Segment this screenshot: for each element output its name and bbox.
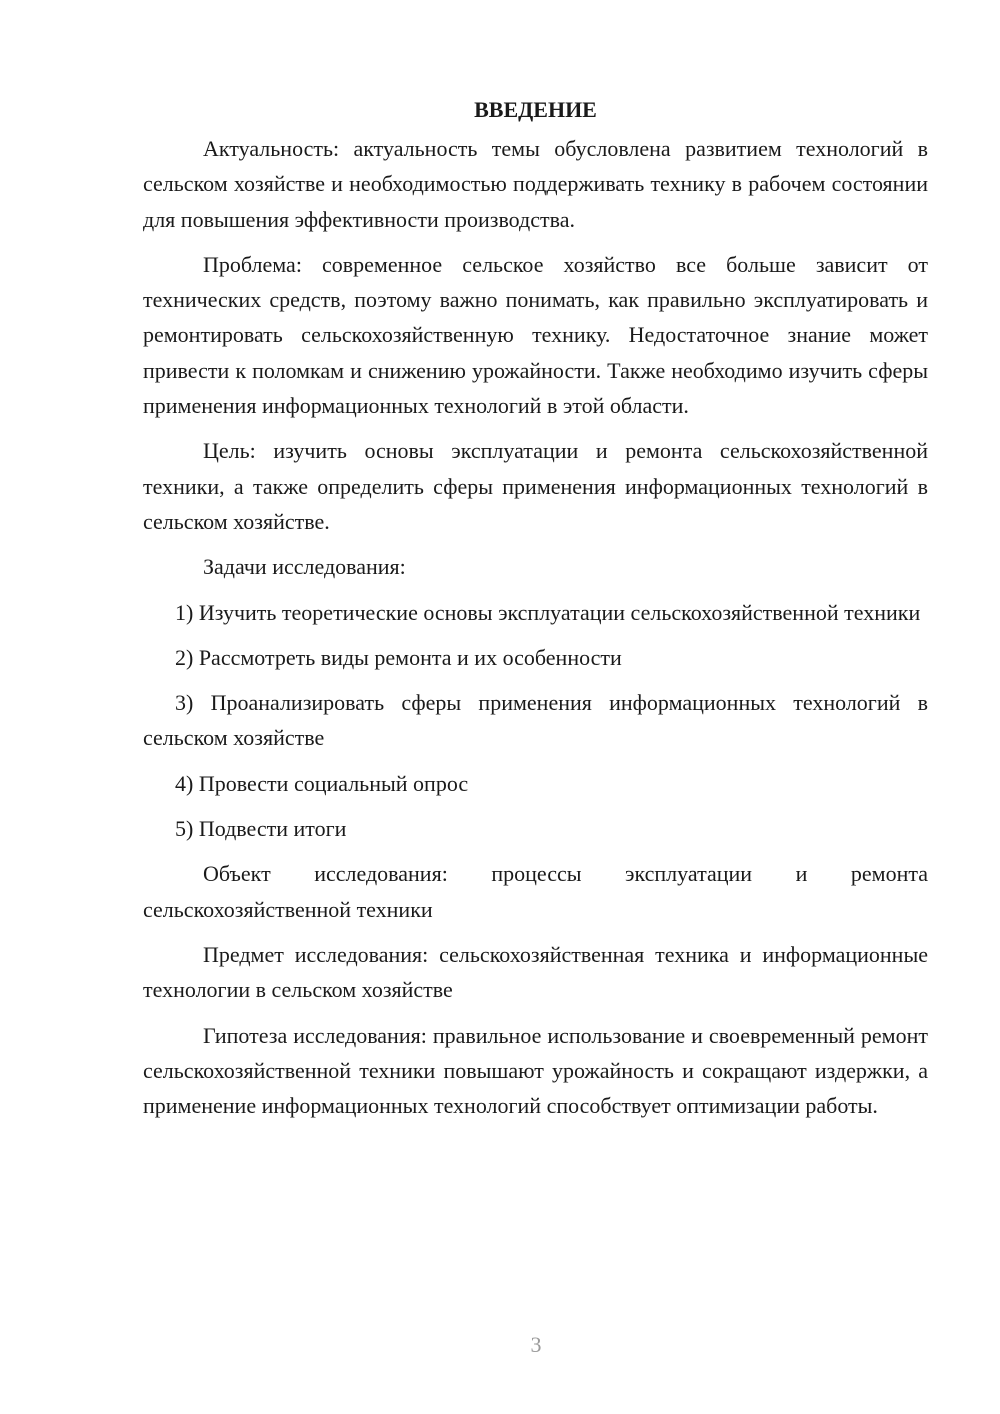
paragraph-subject: Предмет исследования: сельскохозяйственная техника и информационные технологии в сельском хозяйстве — [143, 941, 928, 1003]
task-item: 3) Проанализировать сферы применения информационных технологий в сельском хозяйстве — [143, 690, 928, 751]
paragraph-problem: Проблема: современное сельское хозяйство все больше зависит от технических средств, поэтому важно понимать, как правильно эксплуатировать и ремонтировать сельскохозяйственную технику. Недостаточное знание может привести к поломкам и снижению урожайности. Также необходимо изучить сферы применения информационных технологий в этой области. — [143, 251, 928, 419]
paragraph-hypothesis: Гипотеза исследования: правильное использование и своевременный ремонт сельскохозяйственной техники повышают урожайность и сокращают издержки, а применение информационных технологий способствует оптимизации работы. — [143, 1022, 928, 1119]
page-number: 3 — [530, 1332, 542, 1357]
paragraph-tasks-heading: Задачи исследования: — [203, 554, 406, 580]
task-item: 2) Рассмотреть виды ремонта и их особенности — [175, 644, 622, 670]
document-page — [143, 92, 928, 1133]
task-item: 1) Изучить теоретические основы эксплуатации сельскохозяйственной техники — [175, 599, 921, 625]
task-item: 4) Провести социальный опрос — [175, 770, 469, 796]
paragraph-goal: Цель: изучить основы эксплуатации и ремонта сельскохозяйственной техники, а также определить сферы применения информационных технологий в сельском хозяйстве. — [143, 438, 928, 534]
paragraph-object: Объект исследования: процессы эксплуатации и ремонта сельскохозяйственной техники — [143, 861, 928, 922]
task-item: 5) Подвести итоги — [175, 816, 347, 842]
paragraph-relevance: Актуальность: актуальность темы обусловлена развитием технологий в сельском хозяйстве и необходимостью поддерживать технику в рабочем состоянии для повышения эффективности производства. — [143, 136, 928, 232]
section-title: ВВЕДЕНИЕ — [474, 97, 597, 122]
